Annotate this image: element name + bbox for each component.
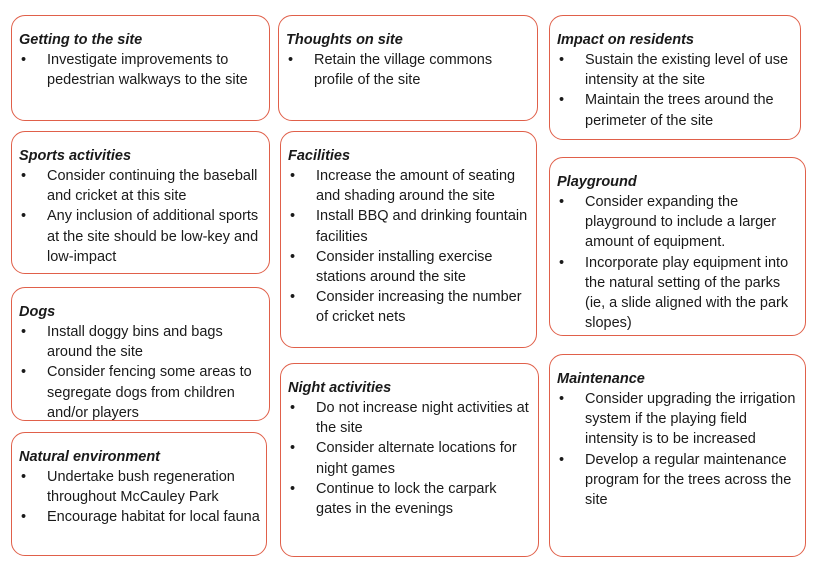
- bullet-list: [286, 50, 531, 90]
- list-item: • Sustain the existing level of use intensity at the site: [557, 50, 794, 90]
- list-item: • Investigate improvements to pedestrian walkways to the site: [19, 50, 263, 90]
- list-item: • Do not increase night activities at the site: [288, 398, 532, 438]
- bullet-list: [288, 398, 532, 519]
- card-title: Facilities: [288, 148, 351, 164]
- card-title: Night activities: [288, 380, 392, 396]
- card-natural-environment: [11, 432, 267, 556]
- card-playground: [549, 157, 806, 336]
- list-item: • Incorporate play equipment into the natural setting of the parks (ie, a slide aligned with the park slopes): [557, 253, 799, 334]
- card-night-activities: [280, 363, 539, 557]
- list-item: • Maintain the trees around the perimeter of the site: [557, 90, 794, 130]
- list-item: • Install BBQ and drinking fountain facilities: [288, 206, 530, 246]
- list-item: • Retain the village commons profile of the site: [286, 50, 531, 90]
- list-item: • Consider upgrading the irrigation system if the playing field intensity is to be increased: [557, 389, 799, 450]
- list-item: • Install doggy bins and bags around the site: [19, 322, 263, 362]
- list-item: • Consider increasing the number of cricket nets: [288, 287, 530, 327]
- list-item: • Consider alternate locations for night games: [288, 438, 532, 478]
- card-title: Thoughts on site: [286, 32, 403, 48]
- card-title: Getting to the site: [19, 32, 143, 48]
- card-facilities: [280, 131, 537, 348]
- bullet-list: [557, 50, 794, 131]
- card-title: Impact on residents: [557, 32, 694, 48]
- list-item: • Develop a regular maintenance program for the trees across the site: [557, 450, 799, 511]
- bullet-list: [288, 166, 530, 328]
- bullet-list: [19, 322, 263, 421]
- list-item: • Consider expanding the playground to include a larger amount of equipment.: [557, 192, 799, 253]
- bullet-list: [557, 192, 799, 333]
- card-impact-on-residents: [549, 15, 801, 140]
- list-item: • Continue to lock the carpark gates in the evenings: [288, 479, 532, 519]
- card-thoughts-on-site: [278, 15, 538, 121]
- card-title: Playground: [557, 174, 637, 190]
- card-title: Maintenance: [557, 371, 645, 387]
- list-item: • Consider fencing some areas to segregate dogs from children and/or players: [19, 362, 263, 421]
- card-title: Sports activities: [19, 148, 132, 164]
- list-item: • Encourage habitat for local fauna: [19, 507, 260, 527]
- bullet-list: [19, 166, 263, 267]
- bullet-list: [557, 389, 799, 510]
- card-title: Natural environment: [19, 449, 160, 465]
- bullet-list: [19, 467, 260, 528]
- bullet-list: [19, 50, 263, 90]
- card-sports-activities: [11, 131, 270, 274]
- card-getting-to-the-site: [11, 15, 270, 121]
- card-title: Dogs: [19, 304, 56, 320]
- list-item: • Any inclusion of additional sports at the site should be low-key and low-impact: [19, 206, 263, 267]
- list-item: • Consider continuing the baseball and cricket at this site: [19, 166, 263, 206]
- list-item: • Consider installing exercise stations around the site: [288, 247, 530, 287]
- card-dogs: [11, 287, 270, 421]
- list-item: • Undertake bush regeneration throughout McCauley Park: [19, 467, 260, 507]
- card-maintenance: [549, 354, 806, 557]
- list-item: • Increase the amount of seating and shading around the site: [288, 166, 530, 206]
